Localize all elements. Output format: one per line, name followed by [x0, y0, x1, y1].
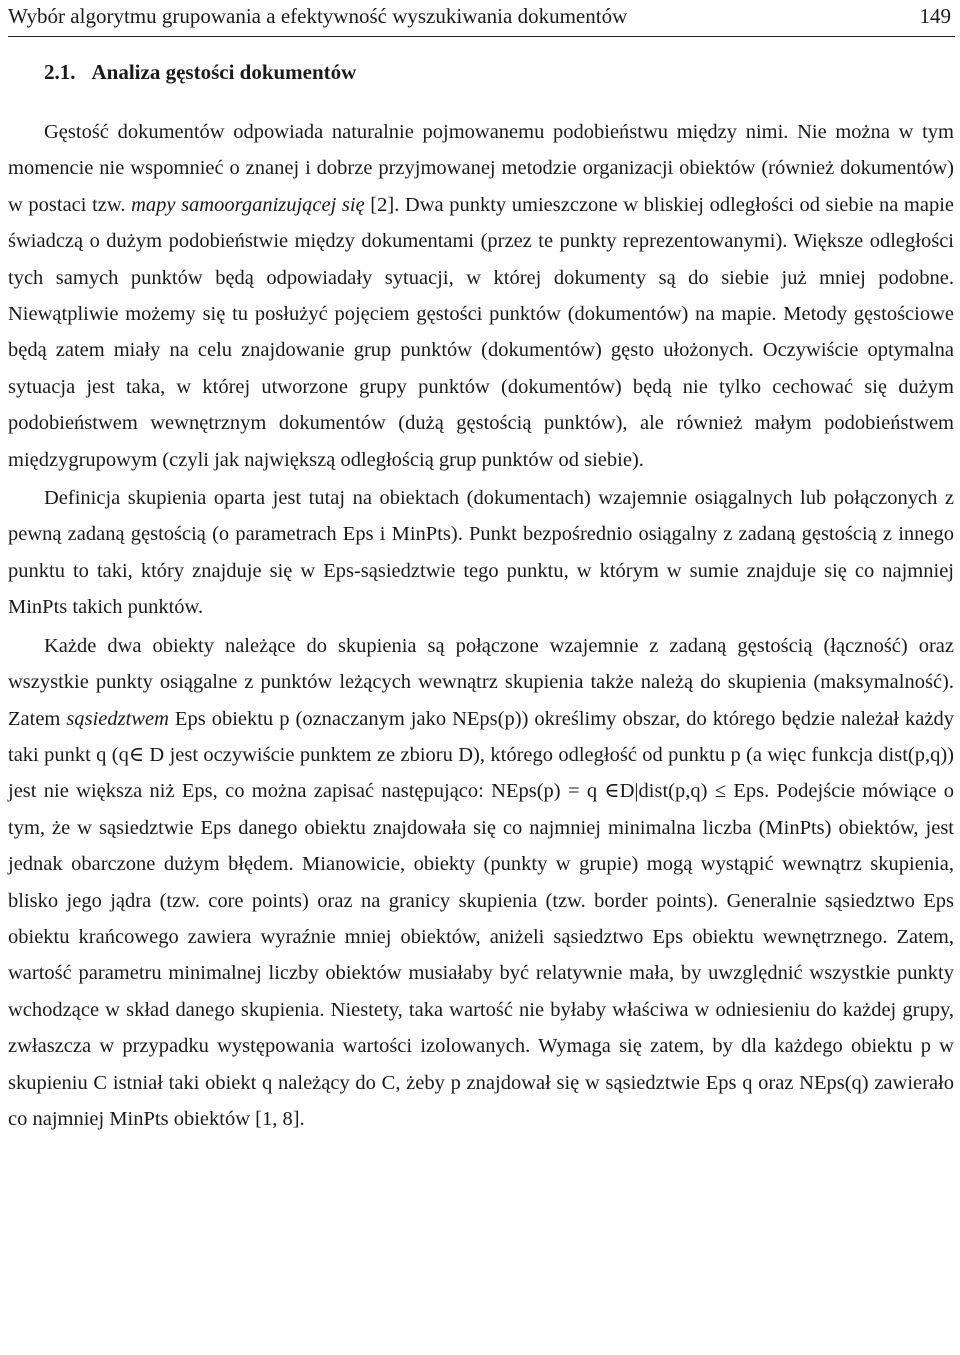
paragraph-3 [8, 628, 954, 1138]
paragraph-1-text-a: Gęstość dokumentów odpowiada naturalnie pojmowanemu podobieństwu między nimi. Nie można w tym momencie nie wspomnieć o znanej i dobrze przyjmowanej metodzie organizacji obiektów (również dokumentów) w postaci tzw. [8, 121, 954, 216]
paragraph-3-text-a: Każde dwa obiekty należące do skupienia są połączone wzajemnie z zadaną gęstością (łączność) oraz wszystkie punkty osiągalne z punktów leżących wewnątrz skupienia także należą do skupienia (maksymalność). Zatem [8, 634, 954, 730]
body-text [8, 114, 954, 1137]
section-title: Analiza gęstości dokumentów [91, 60, 357, 84]
paragraph-3-text-b: Eps obiektu p (oznaczanym jako NEps(p)) określimy obszar, do którego będzie należał każdy taki punkt q (q∈ D jest oczywiście punktem ze zbioru D), którego odległość od punktu p (a więc funkcja dist(p,q)) jest nie większa niż Eps, co można zapisać następująco: NEps(p) = q ∈D|dist(p,q) ≤ Eps. Podejście mówiące o tym, że w sąsiedztwie Eps danego obiektu znajdowała się co najmniej minimalna liczba (MinPts) obiektów, jest jednak obarczone dużym błędem. Mianowicie, obiekty (punkty w grupie) mogą wystąpić wewnątrz skupienia, blisko jego jądra (tzw. core points) oraz na granicy skupienia (tzw. border points). Generalnie sąsiedztwo Eps obiektu krańcowego zawiera wyraźnie mniej obiektów, aniżeli sąsiedztwo Eps obiektu wewnętrznego. Zatem, wartość parametru minimalnej liczby obiektów musiałaby być relatywnie mała, by uwzględnić wszystkie punkty wchodzące w skład danego skupienia. Niestety, taka wartość nie byłaby właściwa w odniesieniu do każdej grupy, zwłaszcza w przypadku występowania wartości izolowanych. Wymaga się zatem, by dla każdego obiektu p w skupieniu C istniał taki obiekt q należący do C, żeby p znajdował się w sąsiedztwie Eps q oraz NEps(q) zawierało co najmniej MinPts obiektów [1, 8]. [8, 707, 954, 1130]
page-number: 149 [919, 4, 951, 28]
section-heading [44, 58, 356, 86]
paragraph-2-text: Definicja skupienia oparta jest tutaj na obiektach (dokumentach) wzajemnie osiągalnych lub połączonych z pewną zadaną gęstością (o parametrach Eps i MinPts). Punkt bezpośrednio osiągalny z zadaną gęstością z innego punktu to taki, który znajduje się w Eps-sąsiedztwie tego punktu, w którym w sumie znajduje się co najmniej MinPts takich punktów. [8, 487, 954, 619]
paragraph-1-text-b: [2]. Dwa punkty umieszczone w bliskiej odległości od siebie na mapie świadczą o dużym podobieństwie między dokumentami (przez te punkty reprezentowanymi). Większe odległości tych samych punktów będą odpowiadały sytuacji, w której dokumenty są do siebie już mniej podobne. Niewątpliwie możemy się tu posłużyć pojęciem gęstości punktów (dokumentów) na mapie. Metody gęstościowe będą zatem miały na celu znajdowanie grup punktów (dokumentów) gęsto ułożonych. Oczywiście optymalna sytuacja jest taka, w której utworzone grupy punktów (dokumentów) będą nie tylko cechować się dużym podobieństwem wewnętrznym dokumentów (dużą gęstością punktów), ale również małym podobieństwem międzygrupowym (czyli jak największą odległością grup punktów od siebie). [8, 193, 955, 471]
section-number: 2.1. [44, 60, 76, 84]
paragraph-1 [8, 114, 954, 478]
paragraph-2 [8, 480, 954, 626]
paragraph-3-italic-term: sąsiedztwem [66, 707, 169, 730]
running-header [8, 2, 955, 37]
running-header-title: Wybór algorytmu grupowania a efektywność wyszukiwania dokumentów [8, 4, 628, 28]
paragraph-1-italic-term: mapy samoorganizującej się [131, 193, 365, 216]
